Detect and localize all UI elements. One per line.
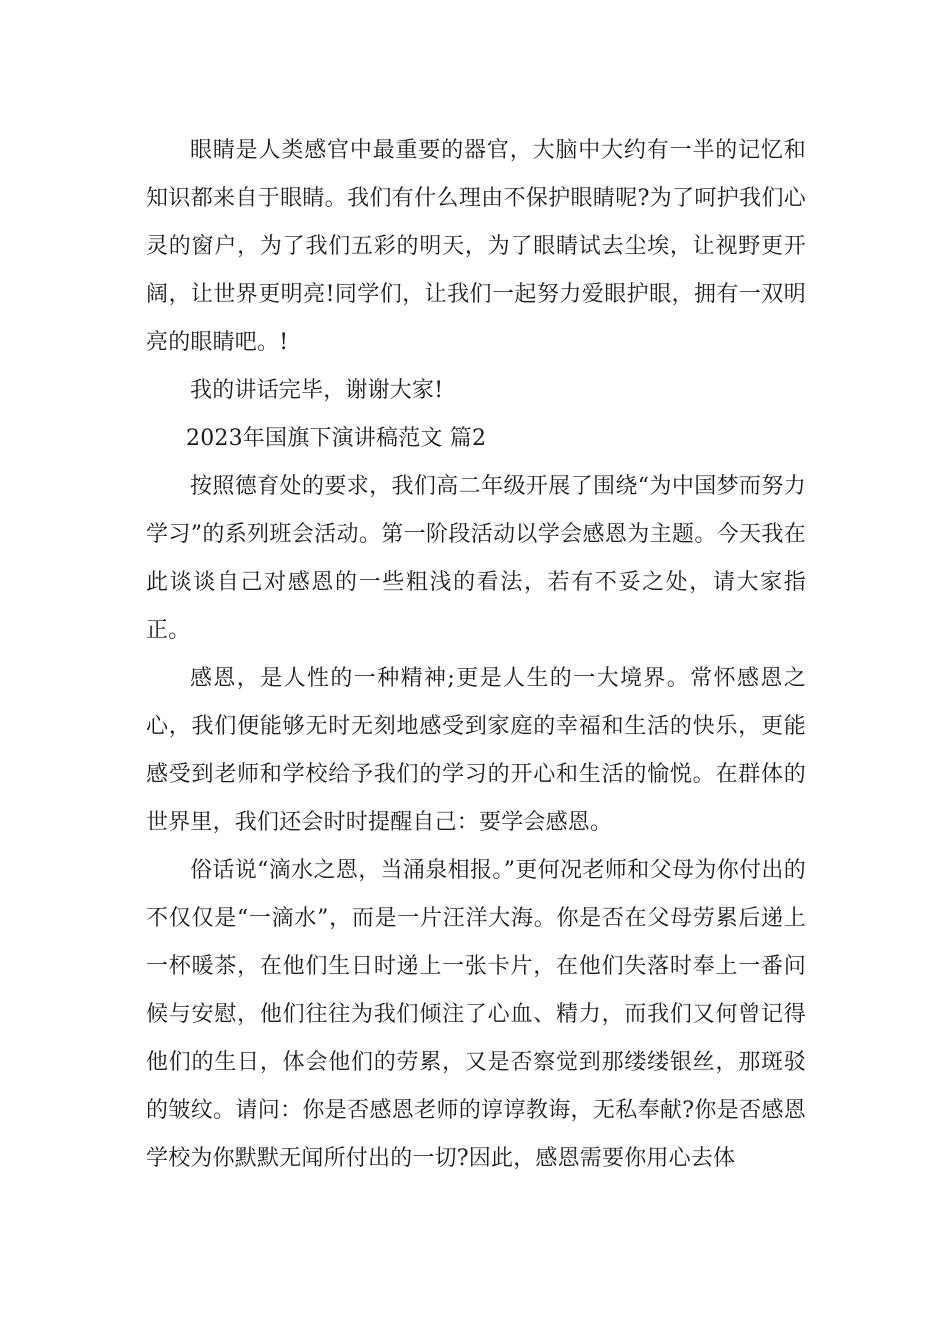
section-heading: 2023年国旗下演讲稿范文 篇2 <box>186 426 487 451</box>
document-body <box>146 127 806 1183</box>
paragraph-proverb: 俗话说“滴水之恩，当涌泉相报。”更何况老师和父母为你付出的不仅仅是“一滴水”，而是一片汪洋大海。你是否在父母劳累后递上一杯暖茶，在他们生日时递上一张卡片，在他们失落时奉上一番问候与安慰，他们往往为我们倾注了心血、精力，而我们又何曾记得他们的生日，体会他们的劳累，又是否察觉到那缕缕银丝，那斑驳的皱纹。请问：你是否感恩老师的谆谆教诲，无私奉献?你是否感恩学校为你默默无闻所付出的一切?因此，感恩需要你用心去体 <box>146 858 806 1171</box>
paragraph-eye-protection: 眼睛是人类感官中最重要的器官，大脑中大约有一半的记忆和知识都来自于眼睛。我们有什么理由不保护眼睛呢?为了呵护我们心灵的窗户，为了我们五彩的明天，为了眼睛试去尘埃，让视野更开阔，让世界更明亮!同学们，让我们一起努力爱眼护眼，拥有一双明亮的眼睛吧。! <box>146 138 806 355</box>
paragraph-gratitude-spirit: 感恩，是人性的一种精神;更是人生的一大境界。常怀感恩之心，我们便能够无时无刻地感受到家庭的幸福和生活的快乐，更能感受到老师和学校给予我们的学习的开心和生活的愉悦。在群体的世界里，我们还会时时提醒自己：要学会感恩。 <box>146 666 806 835</box>
paragraph-introduction: 按照德育处的要求，我们高二年级开展了围绕“为中国梦而努力学习”的系列班会活动。第一阶段活动以学会感恩为主题。今天我在此谈谈自己对感恩的一些粗浅的看法，若有不妥之处，请大家指正。 <box>146 474 806 643</box>
paragraph-closing-remark: 我的讲话完毕，谢谢大家! <box>190 378 444 403</box>
